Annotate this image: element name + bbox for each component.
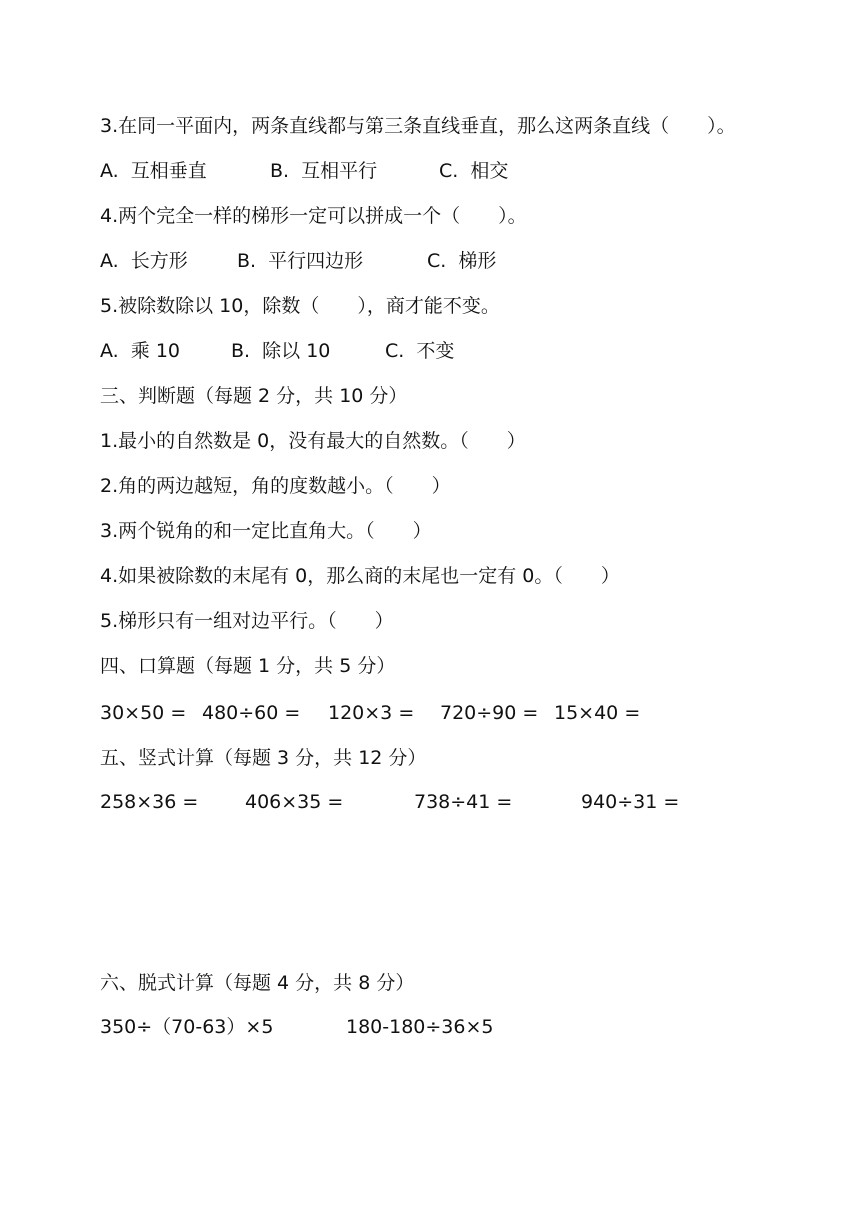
stepwise-calc-problem: 180-180÷36×5 — [346, 1016, 494, 1038]
option-b: B. 互相平行 — [270, 160, 378, 182]
option-a: A. 互相垂直 — [100, 160, 207, 182]
stepwise-calc-problem: 350÷（70-63）×5 — [100, 1016, 274, 1038]
section-4-heading: 四、口算题（每题 1 分，共 5 分） — [100, 655, 396, 677]
option-c: C. 不变 — [385, 340, 455, 362]
question-4: 4.两个完全一样的梯形一定可以拼成一个（ ）。 — [100, 205, 527, 227]
option-a: A. 乘 10 — [100, 340, 180, 362]
judgement-item-1: 1.最小的自然数是 0，没有最大的自然数。（ ） — [100, 430, 526, 452]
judgement-item-5: 5.梯形只有一组对边平行。（ ） — [100, 610, 394, 632]
judgement-item-4: 4.如果被除数的末尾有 0，那么商的末尾也一定有 0。（ ） — [100, 565, 620, 587]
question-5: 5.被除数除以 10，除数（ ），商才能不变。 — [100, 295, 500, 317]
judgement-item-3: 3.两个锐角的和一定比直角大。（ ） — [100, 520, 432, 542]
mental-math-problem: 720÷90 = — [440, 702, 539, 724]
vertical-calc-problem: 738÷41 = — [414, 791, 513, 813]
section-3-heading: 三、判断题（每题 2 分，共 10 分） — [100, 385, 408, 407]
question-3: 3.在同一平面内，两条直线都与第三条直线垂直，那么这两条直线（ ）。 — [100, 115, 736, 137]
vertical-calc-problem: 258×36 = — [100, 791, 199, 813]
mental-math-problem: 480÷60 = — [202, 702, 301, 724]
section-6-heading: 六、脱式计算（每题 4 分，共 8 分） — [100, 972, 415, 994]
mental-math-problem: 120×3 = — [328, 702, 415, 724]
section-5-heading: 五、竖式计算（每题 3 分，共 12 分） — [100, 747, 427, 769]
option-b: B. 除以 10 — [231, 340, 331, 362]
option-c: C. 梯形 — [427, 250, 497, 272]
option-a: A. 长方形 — [100, 250, 188, 272]
vertical-calc-problem: 940÷31 = — [581, 791, 680, 813]
vertical-calc-problem: 406×35 = — [245, 791, 344, 813]
judgement-item-2: 2.角的两边越短，角的度数越小。（ ） — [100, 475, 451, 497]
option-b: B. 平行四边形 — [237, 250, 364, 272]
mental-math-problem: 30×50 = — [100, 702, 187, 724]
mental-math-problem: 15×40 = — [554, 702, 641, 724]
option-c: C. 相交 — [439, 160, 509, 182]
